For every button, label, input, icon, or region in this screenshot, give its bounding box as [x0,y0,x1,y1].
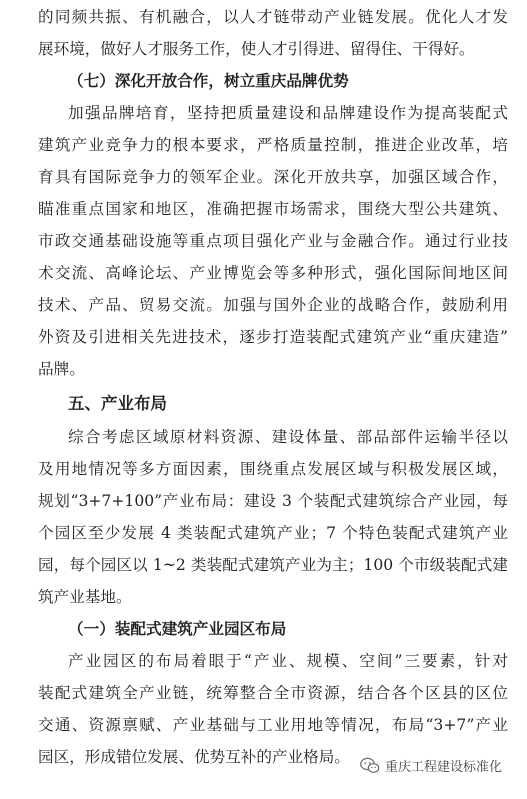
paragraph-line: 加强品牌培育，坚持把质量建设和品牌建设作为提高装配式 [68,104,508,122]
watermark [360,756,502,775]
paragraph-line: 筑产业基地。 [38,588,132,606]
paragraph-line: 市政交通基础设施等重点项目强化产业与金融合作。通过行业技 [38,232,508,250]
paragraph-line: 园，每个园区以 1~2 类装配式建筑产业为主；100 个市级装配式建 [38,556,508,574]
paragraph-line: 术交流、高峰论坛、产业博览会等多种形式，强化国际间地区间 [38,264,508,282]
paragraph-line: 装配式建筑全产业链，统筹整合全市资源，结合各个区县的区位 [38,684,508,702]
paragraph-line: 品牌。 [38,360,85,378]
paragraph-line: 的同频共振、有机融合，以人才链带动产业链发展。优化人才发 [38,8,508,26]
paragraph-line: 瞄准重点国家和地区，准确把握市场需求，围绕大型公共建筑、 [38,200,508,218]
watermark-text: 重庆工程建设标准化 [385,760,503,775]
section-heading: （七）深化开放合作，树立重庆品牌优势 [68,71,349,90]
section-heading: （一）装配式建筑产业园区布局 [68,619,287,638]
paragraph-line: 及用地情况等多方面因素，围绕重点发展区域与积极发展区域， [38,460,508,478]
chapter-heading: 五、产业布局 [68,394,167,413]
paragraph-line: 交通、资源禀赋、产业基础与工业用地等情况，布局“3+7”产业 [38,716,508,734]
paragraph-line: 个园区至少发展 4 类装配式建筑产业；7 个特色装配式建筑产业 [38,524,508,542]
paragraph-line: 育具有国际竞争力的领军企业。深化开放共享，加强区域合作， [38,168,508,186]
paragraph-line: 展环境，做好人才服务工作，使人才引得进、留得住、干得好。 [38,40,475,58]
paragraph-line: 建筑产业竞争力的根本要求，严格质量控制，推进企业改革，培 [38,136,508,154]
paragraph-line: 规划“3+7+100”产业布局：建设 3 个装配式建筑综合产业园，每 [38,492,508,510]
paragraph-line: 园区，形成错位发展、优势互补的产业格局。 [38,748,350,766]
wechat-icon [360,757,380,774]
paragraph-line: 产业园区的布局着眼于“产业、规模、空间”三要素，针对 [68,652,508,670]
paragraph-line: 外资及引进相关先进技术，逐步打造装配式建筑产业“重庆建造” [38,328,508,346]
paragraph-line: 综合考虑区域原材料资源、建设体量、部品部件运输半径以 [68,428,508,446]
paragraph-line: 技术、产品、贸易交流。加强与国外企业的战略合作，鼓励利用 [38,296,508,314]
